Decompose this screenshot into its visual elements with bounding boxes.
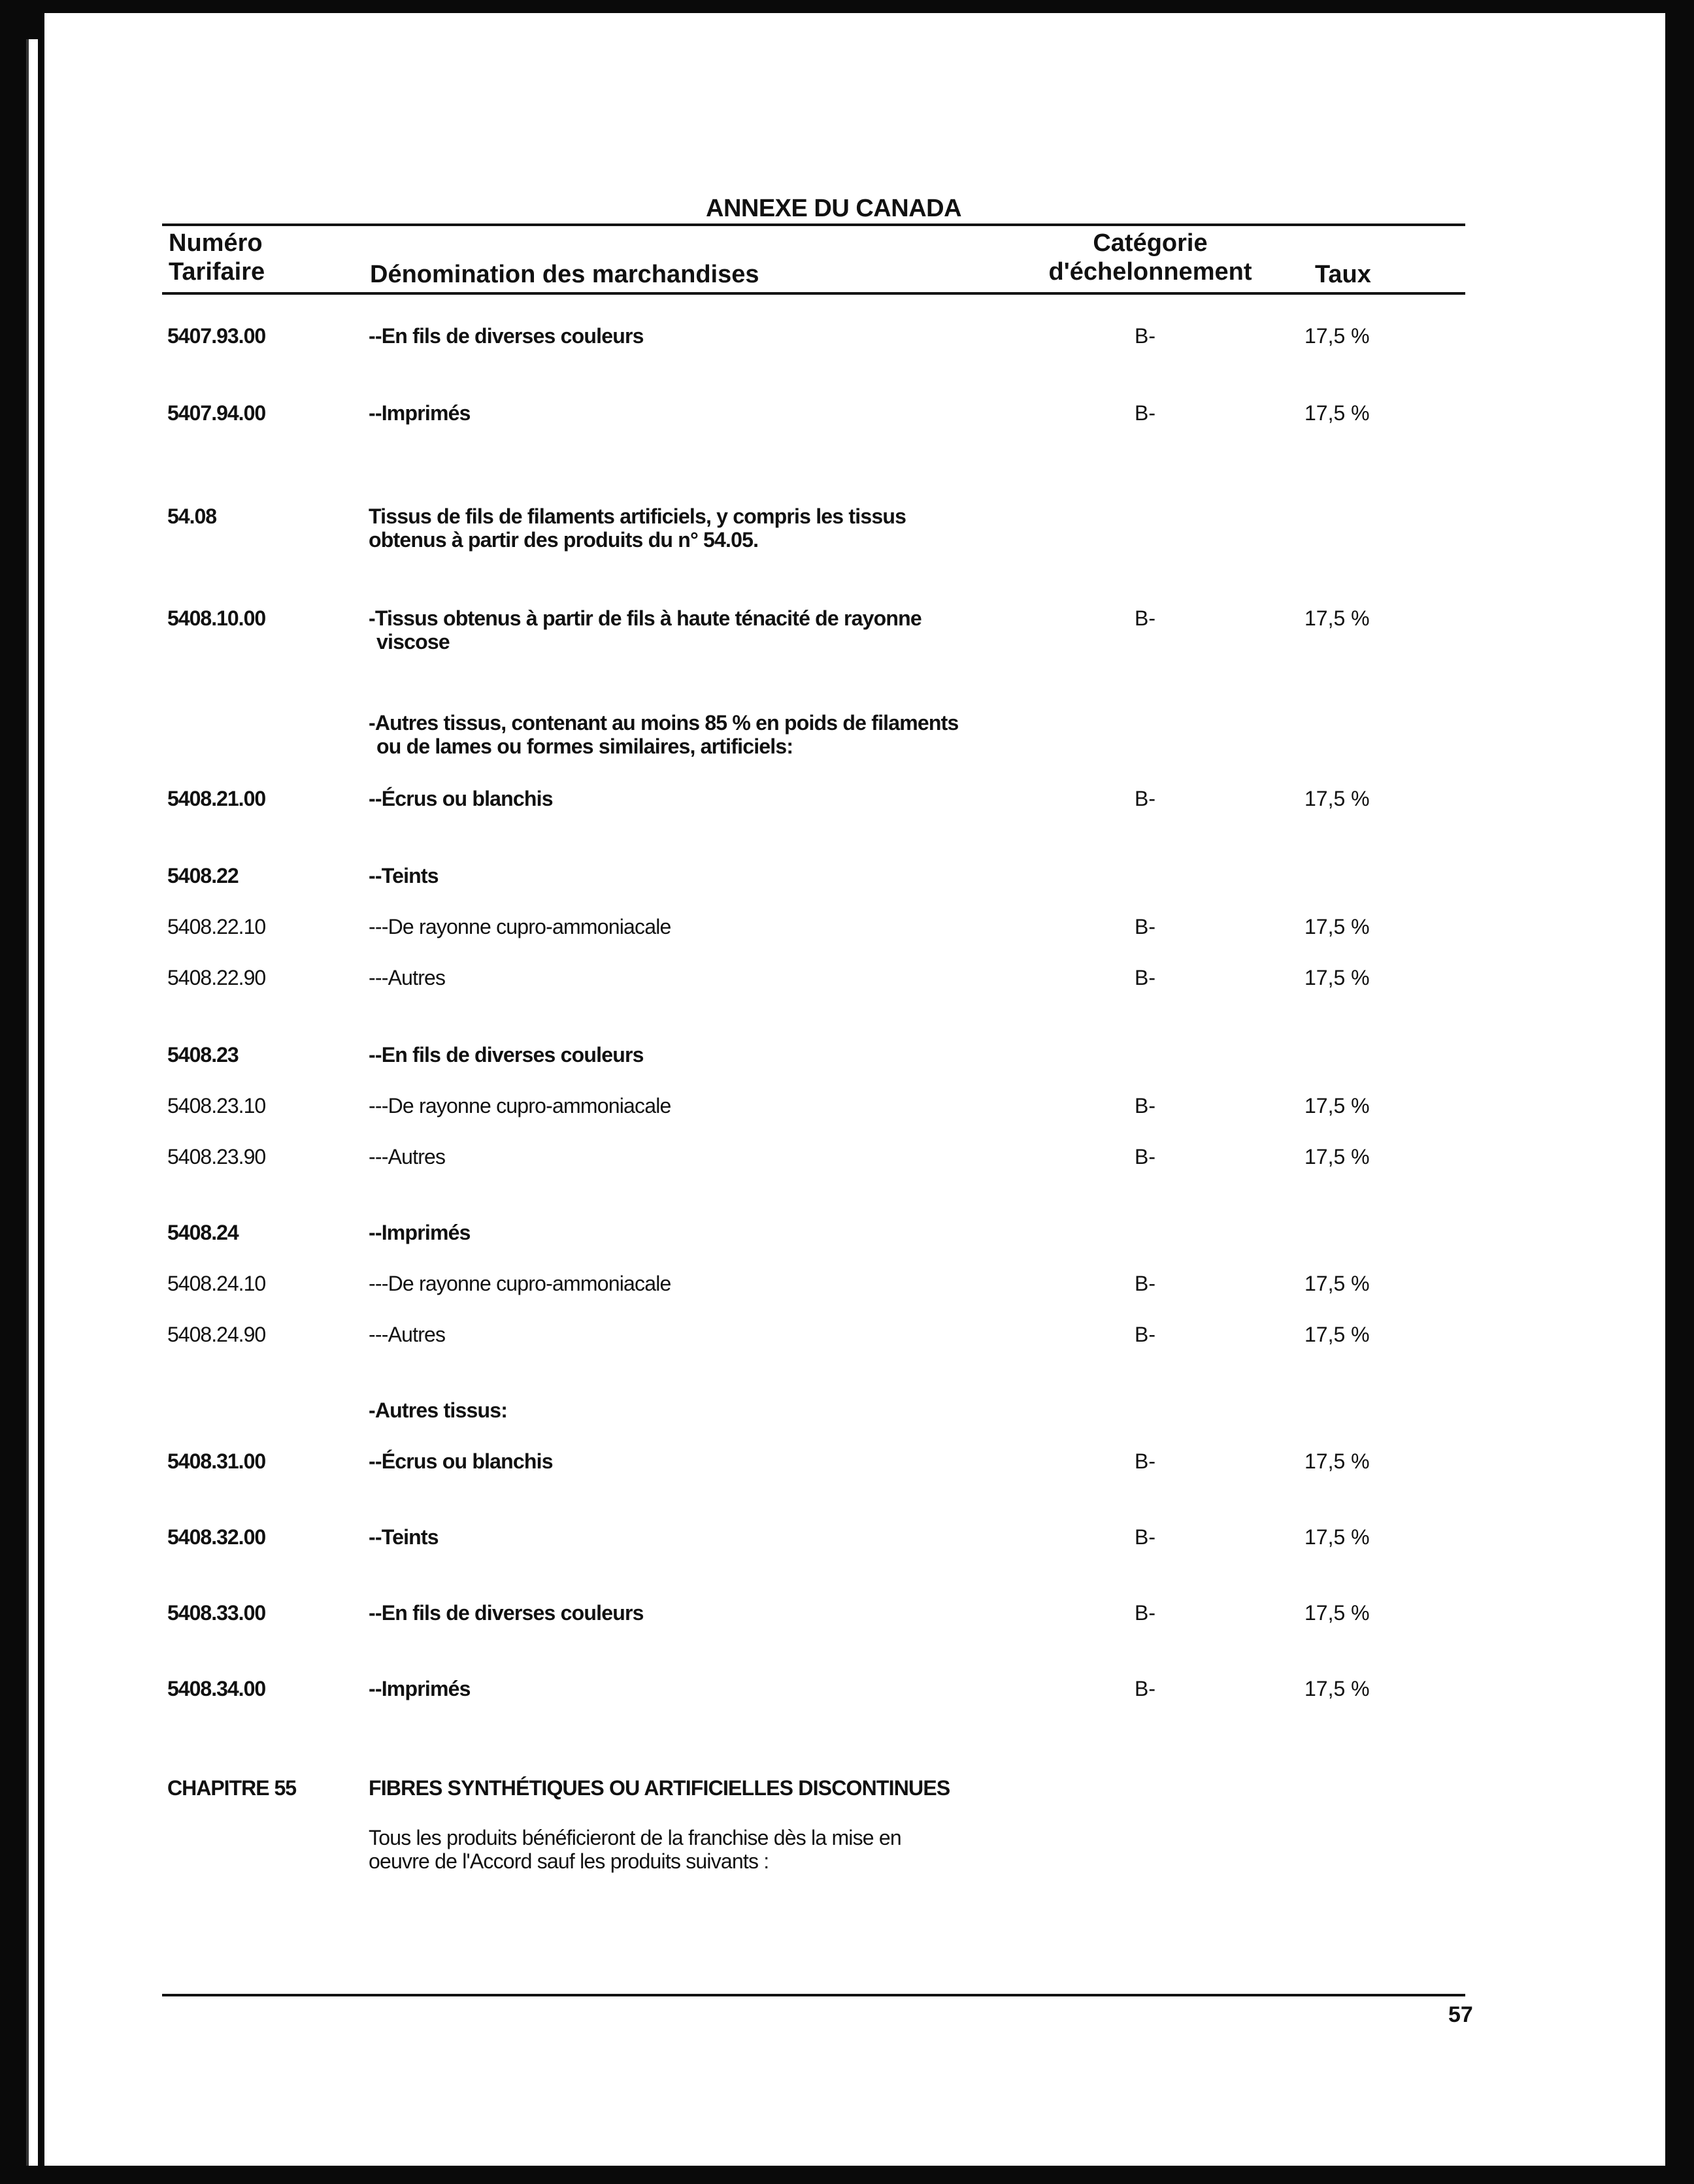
goods-description: ---Autres — [369, 1323, 446, 1346]
rate: 17,5 % — [1304, 1094, 1370, 1117]
goods-description: --Écrus ou blanchis — [369, 1449, 553, 1473]
tariff-code: 5408.22.10 — [167, 915, 266, 938]
chapter-label: CHAPITRE 55 — [167, 1776, 297, 1800]
subheading-code: 5408.22 — [167, 864, 239, 887]
scan-border-top — [0, 0, 1694, 13]
goods-description: -Autres tissus: — [369, 1398, 508, 1422]
footer-rule — [162, 1994, 1465, 1996]
note-line: oeuvre de l'Accord sauf les produits suivants : — [369, 1849, 769, 1873]
rate: 17,5 % — [1304, 606, 1370, 630]
rate: 17,5 % — [1304, 1272, 1370, 1295]
rate: 17,5 % — [1304, 1601, 1370, 1625]
header-denomination: Dénomination des marchandises — [370, 261, 759, 288]
goods-description: ---Autres — [369, 966, 446, 989]
goods-description: --Teints — [369, 1525, 439, 1549]
goods-description: --Imprimés — [369, 1221, 471, 1244]
goods-description: --Imprimés — [369, 1677, 471, 1700]
binding-edge — [26, 39, 38, 2170]
tariff-code: 5408.24.90 — [167, 1323, 266, 1346]
staging-category: B- — [1135, 401, 1155, 425]
goods-description: --Teints — [369, 864, 439, 887]
staging-category: B- — [1135, 1323, 1155, 1346]
staging-category: B- — [1135, 1525, 1155, 1549]
heading-code: 54.08 — [167, 505, 217, 528]
tariff-code: 5408.31.00 — [167, 1449, 266, 1473]
header-categorie-line2: d'échelonnement — [1048, 258, 1252, 286]
staging-category: B- — [1135, 1094, 1155, 1117]
tariff-code: 5408.23.90 — [167, 1145, 266, 1168]
description-line: ou de lames ou formes similaires, artificiels: — [376, 735, 793, 758]
rate: 17,5 % — [1304, 1145, 1370, 1168]
tariff-code: 5408.22.90 — [167, 966, 266, 989]
goods-description — [369, 505, 1009, 552]
scan-border-right — [1665, 0, 1694, 2184]
staging-category: B- — [1135, 1601, 1155, 1625]
goods-description: ---De rayonne cupro-ammoniacale — [369, 1094, 671, 1117]
staging-category: B- — [1135, 1272, 1155, 1295]
rate: 17,5 % — [1304, 787, 1370, 810]
tariff-code: 5407.93.00 — [167, 324, 266, 348]
staging-category: B- — [1135, 966, 1155, 989]
tariff-code: 5408.24.10 — [167, 1272, 266, 1295]
goods-description: --En fils de diverses couleurs — [369, 1601, 644, 1625]
scan-border-left — [0, 0, 44, 2184]
header-categorie — [1020, 229, 1281, 286]
description-line: -Autres tissus, contenant au moins 85 % en poids de filaments — [369, 711, 959, 735]
header-numero-line2: Tarifaire — [169, 258, 265, 286]
description-line: Tissus de fils de filaments artificiels, y compris les tissus — [369, 505, 906, 528]
page-number: 57 — [1448, 2002, 1473, 2027]
description-line: -Tissus obtenus à partir de fils à haute ténacité de rayonne — [369, 606, 922, 630]
note-line: Tous les produits bénéficieront de la franchise dès la mise en — [369, 1826, 901, 1849]
rate: 17,5 % — [1304, 915, 1370, 938]
goods-description — [369, 606, 1009, 654]
goods-description: ---De rayonne cupro-ammoniacale — [369, 1272, 671, 1295]
staging-category: B- — [1135, 1145, 1155, 1168]
rate: 17,5 % — [1304, 966, 1370, 989]
scan-border-bottom — [0, 2166, 1694, 2184]
goods-description: ---De rayonne cupro-ammoniacale — [369, 915, 671, 938]
page-title: ANNEXE DU CANADA — [706, 195, 962, 222]
staging-category: B- — [1135, 915, 1155, 938]
tariff-code: 5408.32.00 — [167, 1525, 266, 1549]
description-line: viscose — [376, 630, 450, 654]
tariff-code: 5408.33.00 — [167, 1601, 266, 1625]
description-line: obtenus à partir des produits du n° 54.05. — [369, 528, 759, 552]
rate: 17,5 % — [1304, 1449, 1370, 1473]
goods-description: --En fils de diverses couleurs — [369, 324, 644, 348]
staging-category: B- — [1135, 1677, 1155, 1700]
chapter-title: FIBRES SYNTHÉTIQUES OU ARTIFICIELLES DISCONTINUES — [369, 1776, 950, 1800]
tariff-code: 5408.10.00 — [167, 606, 266, 630]
goods-description: --Imprimés — [369, 401, 471, 425]
rate: 17,5 % — [1304, 1323, 1370, 1346]
staging-category: B- — [1135, 606, 1155, 630]
chapter-note-text — [369, 1826, 1009, 1873]
subheading-code: 5408.23 — [167, 1043, 239, 1067]
goods-description: --Écrus ou blanchis — [369, 787, 553, 810]
staging-category: B- — [1135, 787, 1155, 810]
subheading-code: 5408.24 — [167, 1221, 239, 1244]
tariff-code: 5408.34.00 — [167, 1677, 266, 1700]
rate: 17,5 % — [1304, 1677, 1370, 1700]
rate: 17,5 % — [1304, 1525, 1370, 1549]
header-numero-tarifaire — [169, 229, 299, 286]
header-numero-line1: Numéro — [169, 229, 263, 257]
goods-description — [369, 711, 1009, 758]
rate: 17,5 % — [1304, 324, 1370, 348]
staging-category: B- — [1135, 1449, 1155, 1473]
title-rule — [162, 223, 1465, 226]
tariff-code: 5408.23.10 — [167, 1094, 266, 1117]
goods-description: --En fils de diverses couleurs — [369, 1043, 644, 1067]
tariff-code: 5407.94.00 — [167, 401, 266, 425]
staging-category: B- — [1135, 324, 1155, 348]
tariff-code: 5408.21.00 — [167, 787, 266, 810]
rate: 17,5 % — [1304, 401, 1370, 425]
goods-description: ---Autres — [369, 1145, 446, 1168]
header-rule — [162, 292, 1465, 295]
header-taux: Taux — [1315, 261, 1371, 288]
header-categorie-line1: Catégorie — [1093, 229, 1208, 257]
